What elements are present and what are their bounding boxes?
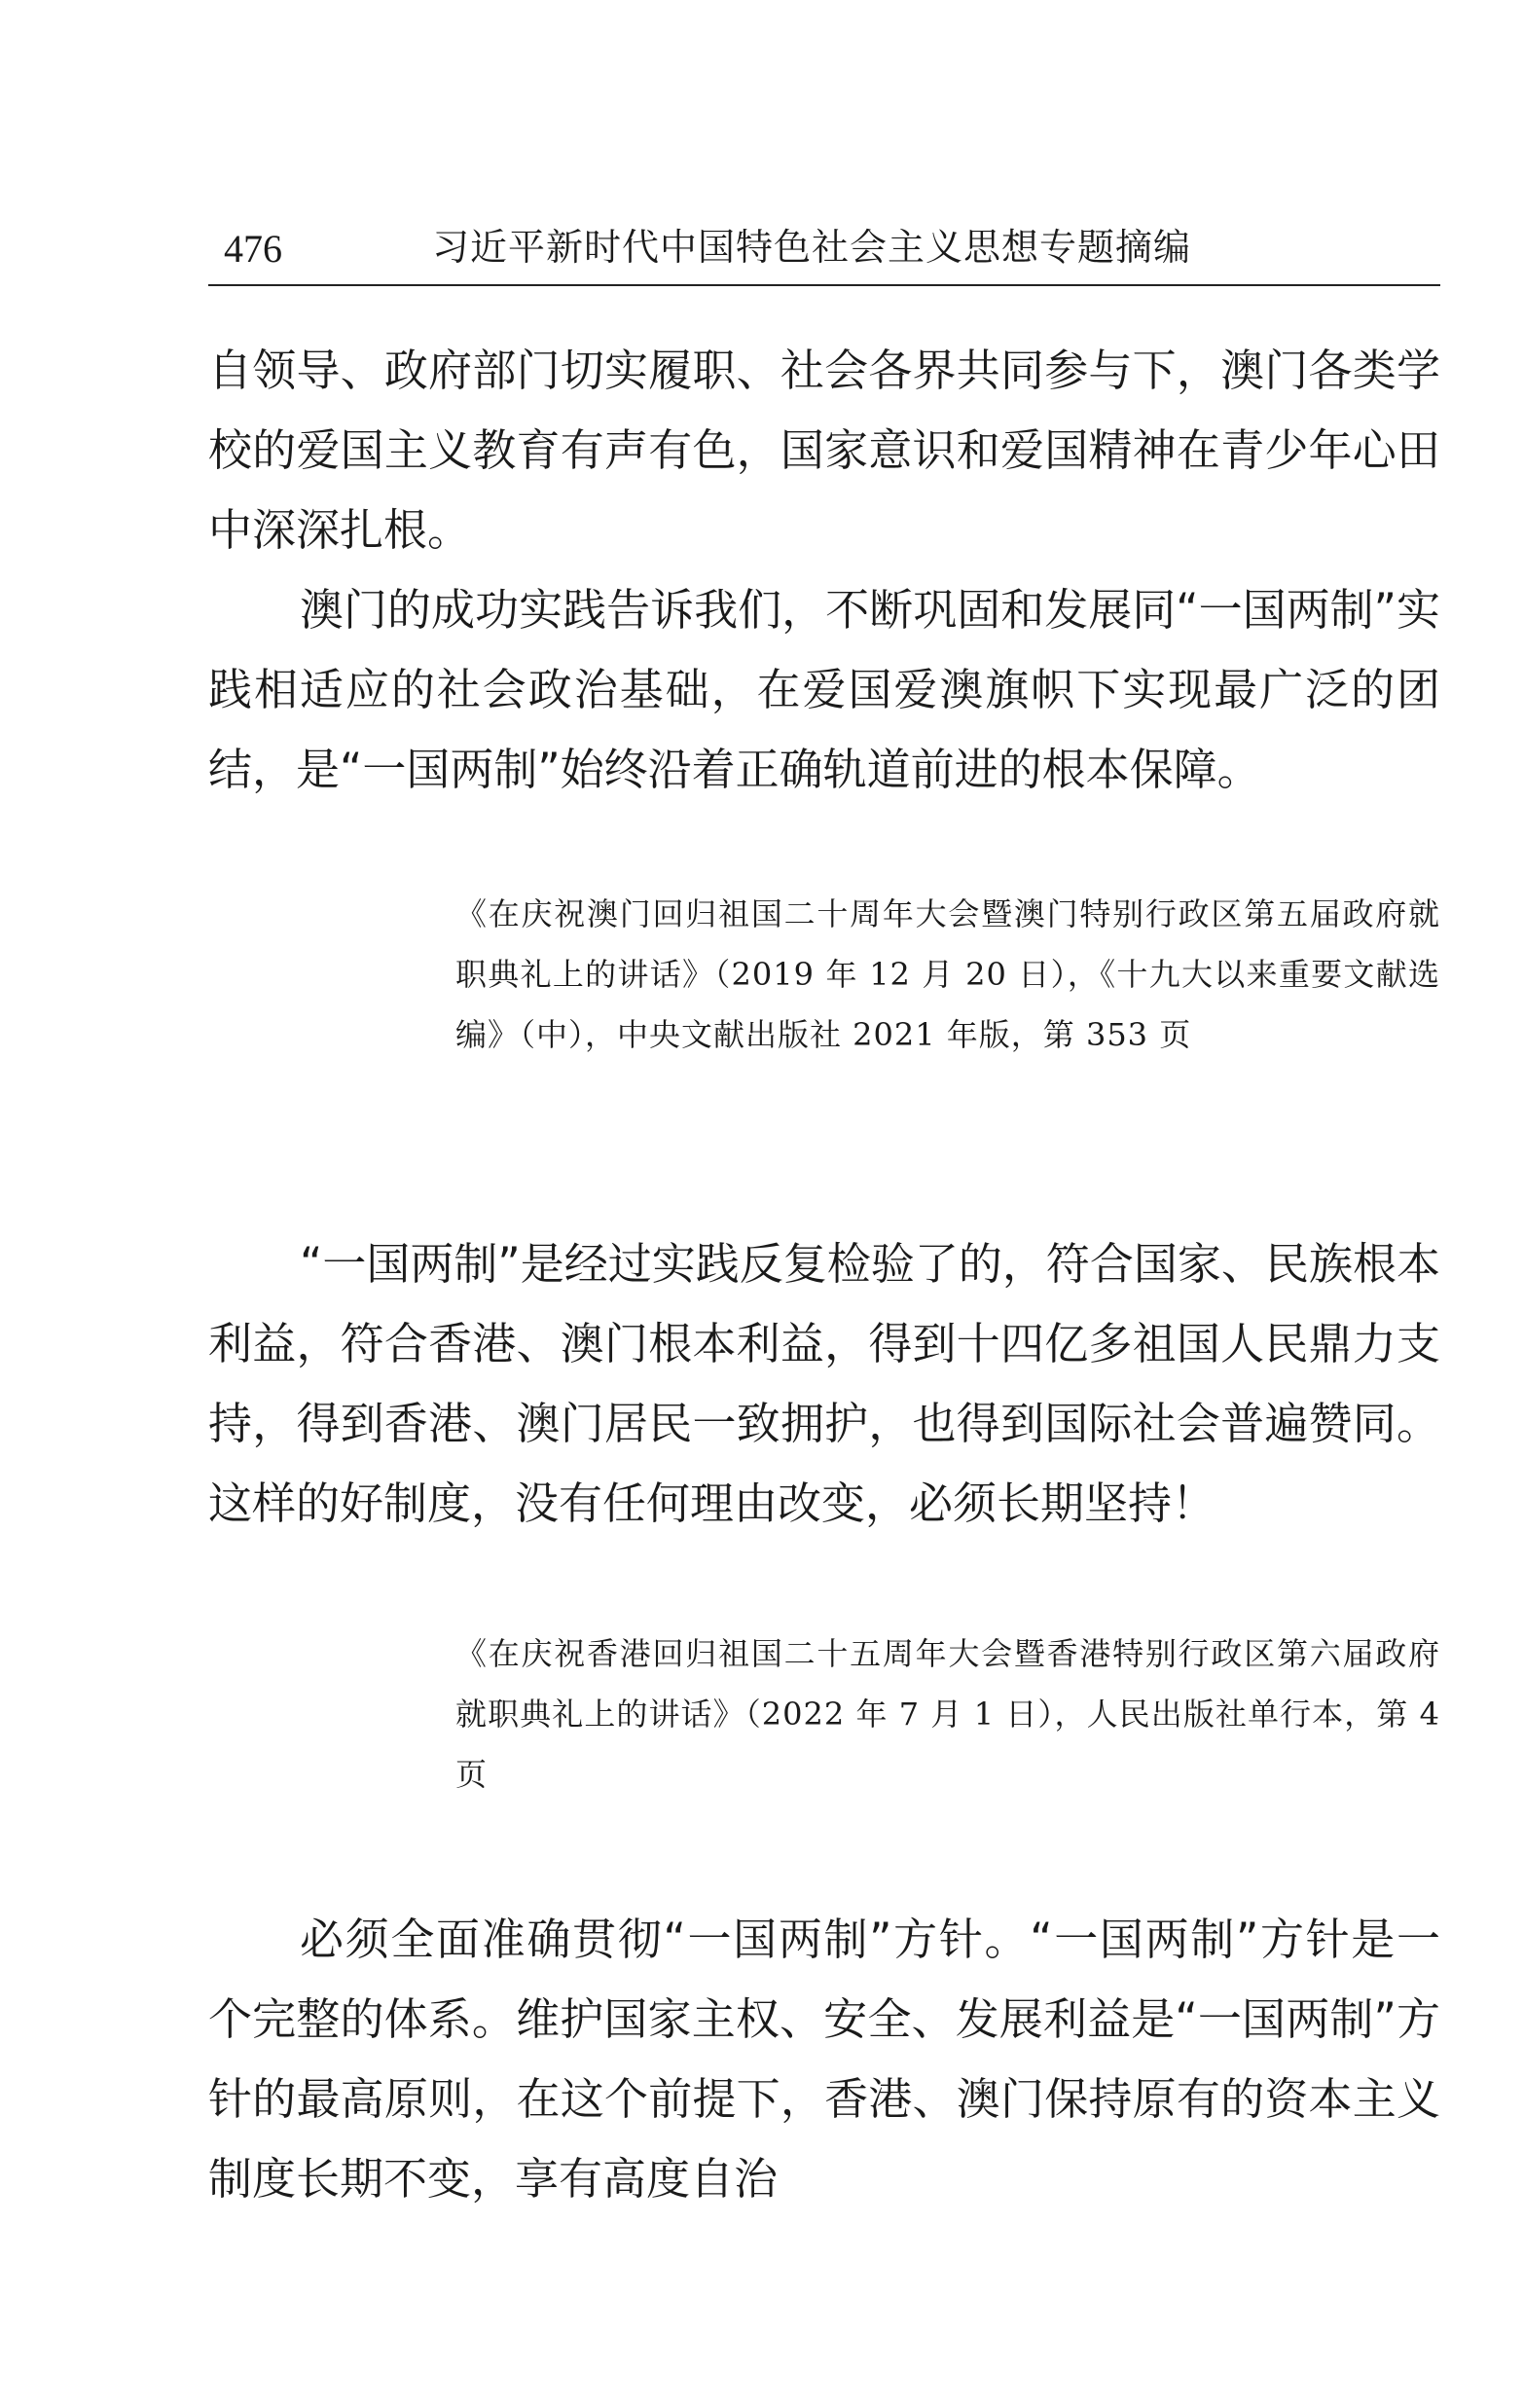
paragraph-macao-practice: 澳门的成功实践告诉我们，不断巩固和发展同“一国两制”实践相适应的社会政治基础，在爱国爱澳旗帜下实现最广泛的团结，是“一国两制”始终沿着正确轨道前进的根本保障。 [208,584,1440,795]
running-title: 习近平新时代中国特色社会主义思想专题摘编 [432,226,1192,269]
header-rule [208,284,1440,286]
citation-hongkong-speech: 《在庆祝香港回归祖国二十五周年大会暨香港特别行政区第六届政府就职典礼上的讲话》（2022 年 7 月 1 日），人民出版社单行本，第 4 页 [455,1635,1440,1793]
page-number: 476 [224,227,282,271]
paragraph-continuation: 自领导、政府部门切实履职、社会各界共同参与下，澳门各类学校的爱国主义教育有声有色，国家意识和爱国精神在青少年心田中深深扎根。 [208,345,1440,556]
citation-macao-speech: 《在庆祝澳门回归祖国二十周年大会暨澳门特别行政区第五届政府就职典礼上的讲话》（2019 年 12 月 20 日），《十九大以来重要文献选编》（中），中央文献出版社 2021 年版，第 353 页 [455,895,1440,1053]
paragraph-full-implementation: 必须全面准确贯彻“一国两制”方针。“一国两制”方针是一个完整的体系。维护国家主权、安全、发展利益是“一国两制”方针的最高原则，在这个前提下，香港、澳门保持原有的资本主义制度长期不变，享有高度自治 [208,1914,1440,2205]
page-header [208,220,1440,282]
paragraph-one-country-two-systems: “一国两制”是经过实践反复检验了的，符合国家、民族根本利益，符合香港、澳门根本利益，得到十四亿多祖国人民鼎力支持，得到香港、澳门居民一致拥护，也得到国际社会普遍赞同。这样的好制度，没有任何理由改变，必须长期坚持！ [208,1238,1440,1529]
